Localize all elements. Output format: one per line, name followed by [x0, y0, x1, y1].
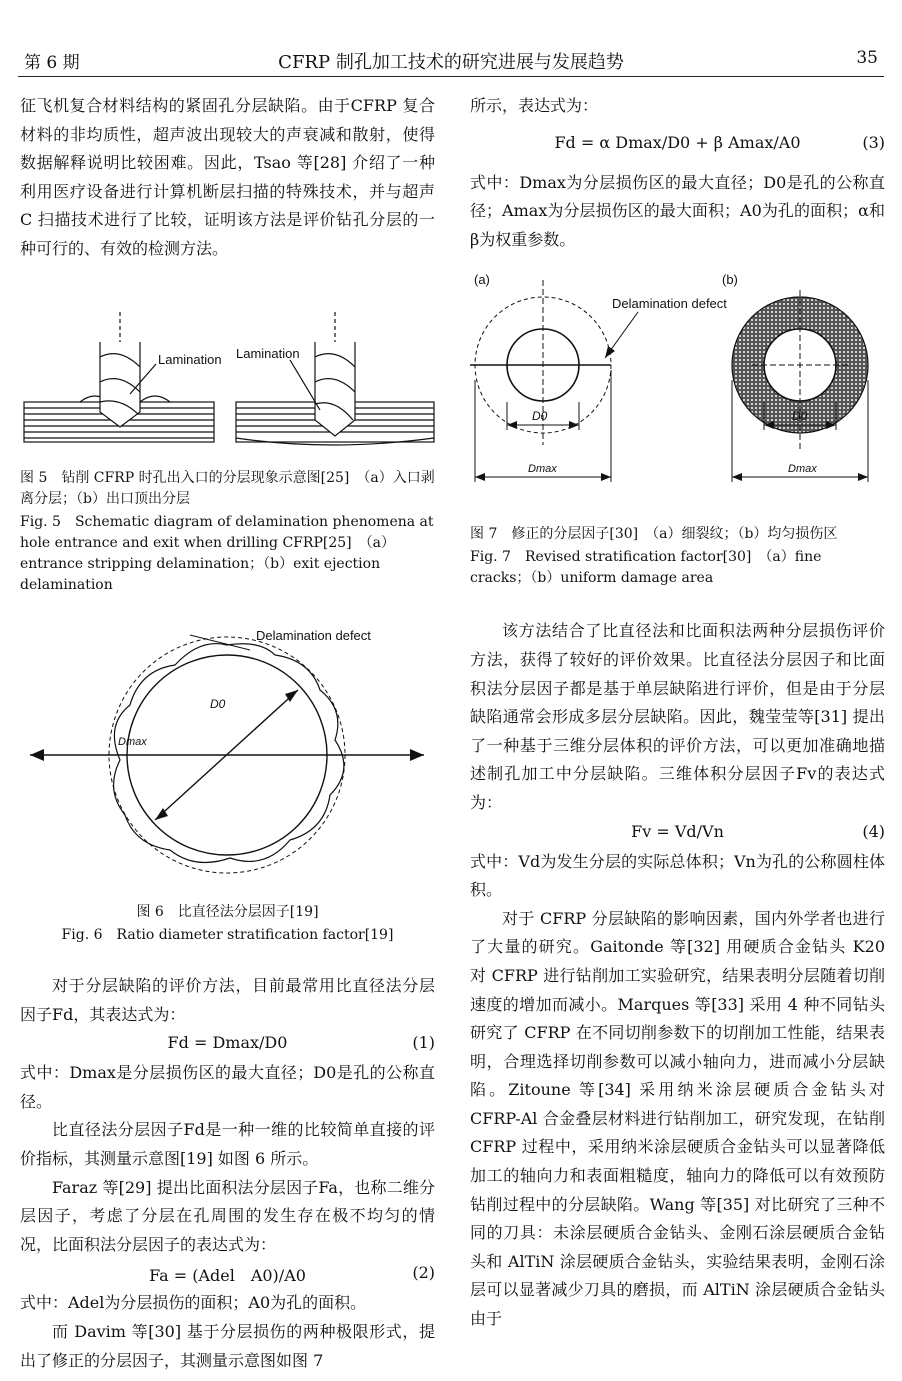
paragraph: Faraz 等[29] 提出比面积法分层因子Fa，也称二维分层因子，考虑了分层在孔周围的发生存在极不均匀的情况，比面积法分层因子的表达式为： [20, 1177, 435, 1254]
equation-2-formula: Fa = (Adel A0)/A0 [149, 1266, 306, 1286]
figure-6-caption-cn: 图 6 比直径法分层因子[19] [136, 904, 319, 920]
running-title: CFRP 制孔加工技术的研究进展与发展趋势 [278, 52, 624, 73]
paragraph: 式中：Dmax是分层损伤区的最大直径；D0是孔的公称直径。 [20, 1063, 435, 1111]
fig6-dmax-label: Dmax [118, 736, 147, 748]
figure-7-caption-en: Fig. 7 Revised stratification factor[30] （a）fine cracks；（b）uniform damage area [470, 549, 822, 587]
figure-5-drilling-delamination [20, 302, 435, 462]
header-rule [18, 76, 884, 77]
equation-3-formula: Fd = α Dmax/D0 + β Amax/A0 [554, 132, 801, 152]
paragraph: 所示，表达式为： [470, 96, 599, 115]
paragraph: 式中：Vd为发生分层的实际总体积；Vn为孔的公称圆柱体积。 [470, 851, 885, 900]
paragraph: 比直径法分层因子Fd是一种一维的比较简单直接的评价指标，其测量示意图[19] 如图 6 所示。 [20, 1120, 435, 1168]
figure-6-ratio-diameter [20, 630, 435, 880]
paragraph: 对于 CFRP 分层缺陷的影响因素，国内外学者也进行了大量的研究。Gaitonde 等[32] 用硬质合金钻头 K20 对 CFRP 进行钻削加工实验研究，结果表明分层随着切削速度的增加而减小。Marques 等[33] 采用 4 种不同钻头研究了 CFRP 在不同切削参数下的切削加工性能，结果表明，合理选择切削参数可以减小轴向力，进而减小分层缺陷。Zitoune 等[34] 采用纳米涂层硬质合金钻头对 CFRP-Al 合金叠层材料进行钻削加工，研究发现，在钻削 CFRP 过程中，采用纳米涂层硬质合金钻头可以显著降低加工的轴向力和表面粗糙度，轴向力的降低可以有效预防钻削过程中的分层缺陷。Wang 等[35] 对比研究了三种不同的刀具：未涂层硬质合金钻头、金刚石涂层硬质合金钻头和 AlTiN 涂层硬质合金钻头，实验结果表明，金刚石涂层可以显著减少刀具的磨损，而 AlTiN 涂层硬质合金钻头由于 [470, 908, 885, 1329]
figure-6-caption-en: Fig. 6 Ratio diameter stratification factor[19] [61, 927, 394, 943]
equation-1-number: (1) [412, 1033, 435, 1053]
paragraph: 该方法结合了比直径法和比面积法两种分层损伤评价方法，获得了较好的评价效果。比直径法分层因子和比面积法分层因子都是基于单层缺陷进行评价，但是由于分层缺陷通常会形成多层分层缺陷。因此，魏莹莹等[31] 提出了一种基于三维分层体积的评价方法，可以更加准确地描述制孔加工中分层缺陷。三维体积分层因子Fv的表达式为： [470, 621, 885, 812]
equation-2 [20, 1259, 435, 1289]
paragraph: 对于分层缺陷的评价方法，目前最常用比直径法分层因子Fd，其表达式为： [20, 976, 435, 1024]
page-number: 35 [856, 48, 878, 68]
paragraph: 而 Davim 等[30] 基于分层损伤的两种极限形式，提出了修正的分层因子，其测量示意图如图 7 [20, 1321, 435, 1370]
equation-4-number: (4) [862, 821, 885, 841]
equation-1-formula: Fd = Dmax/D0 [167, 1033, 288, 1053]
paragraph: 式中：Adel为分层损伤的面积；A0为孔的面积。 [20, 1293, 367, 1313]
fig6-defect-label: Delamination defect [256, 630, 371, 643]
equation-1 [20, 1029, 435, 1059]
equation-4 [470, 818, 885, 848]
figure-5-caption-cn: 图 5 钻削 CFRP 时孔出入口的分层现象示意图[25] （a）入口剥离分层；（b）出口顶出分层 [20, 470, 435, 507]
left-column [20, 92, 435, 1375]
equation-2-number: (2) [412, 1263, 435, 1283]
equation-3-number: (3) [862, 132, 885, 152]
fig7-label-a: (a) [474, 272, 490, 288]
issue-number: 第 6 期 [24, 53, 80, 73]
paragraph: 征飞机复合材料结构的紧固孔分层缺陷。由于CFRP 复合材料的非均质性，超声波出现较大的声衰减和散射，使得数据解释说明比较困难。因此，Tsao 等[28] 介绍了一种利用医疗设备进行计算机断层扫描的特殊技术，并与超声 C 扫描技术进行了比较，证明该方法是评价钻孔分层的一种可行的、有效的检测方法。 [20, 96, 435, 258]
figure-7-revised-factor [470, 270, 885, 510]
equation-4-formula: Fv = Vd/Vn [631, 821, 724, 841]
fig7b-d0-label: D0 [792, 409, 808, 424]
fig5-label-exit: Lamination [236, 346, 300, 361]
fig7b-dmax-label: Dmax [788, 463, 817, 476]
fig7-label-b: (b) [722, 272, 738, 288]
figure-7-caption-cn: 图 7 修正的分层因子[30] （a）细裂纹；（b）均匀损伤区 [470, 526, 838, 543]
right-column [470, 92, 885, 1334]
paragraph: 式中：Dmax为分层损伤区的最大直径；D0是孔的公称直径；Amax为分层损伤区的最大面积；A0为孔的面积；α和β为权重参数。 [470, 172, 885, 249]
fig7a-d0-label: D0 [532, 409, 548, 424]
fig7-defect-label: Delamination defect [612, 296, 727, 312]
fig7a-dmax-label: Dmax [528, 463, 557, 476]
fig5-label-entrance: Lamination [158, 352, 222, 367]
equation-3 [470, 121, 885, 169]
figure-5-caption-en: Fig. 5 Schematic diagram of delamination phenomena at hole entrance and exit when drilling CFRP[25] （a）entrance stripping delamination；（b）exit ejection delamination [20, 514, 434, 593]
fig6-d0-label: D0 [210, 697, 226, 711]
